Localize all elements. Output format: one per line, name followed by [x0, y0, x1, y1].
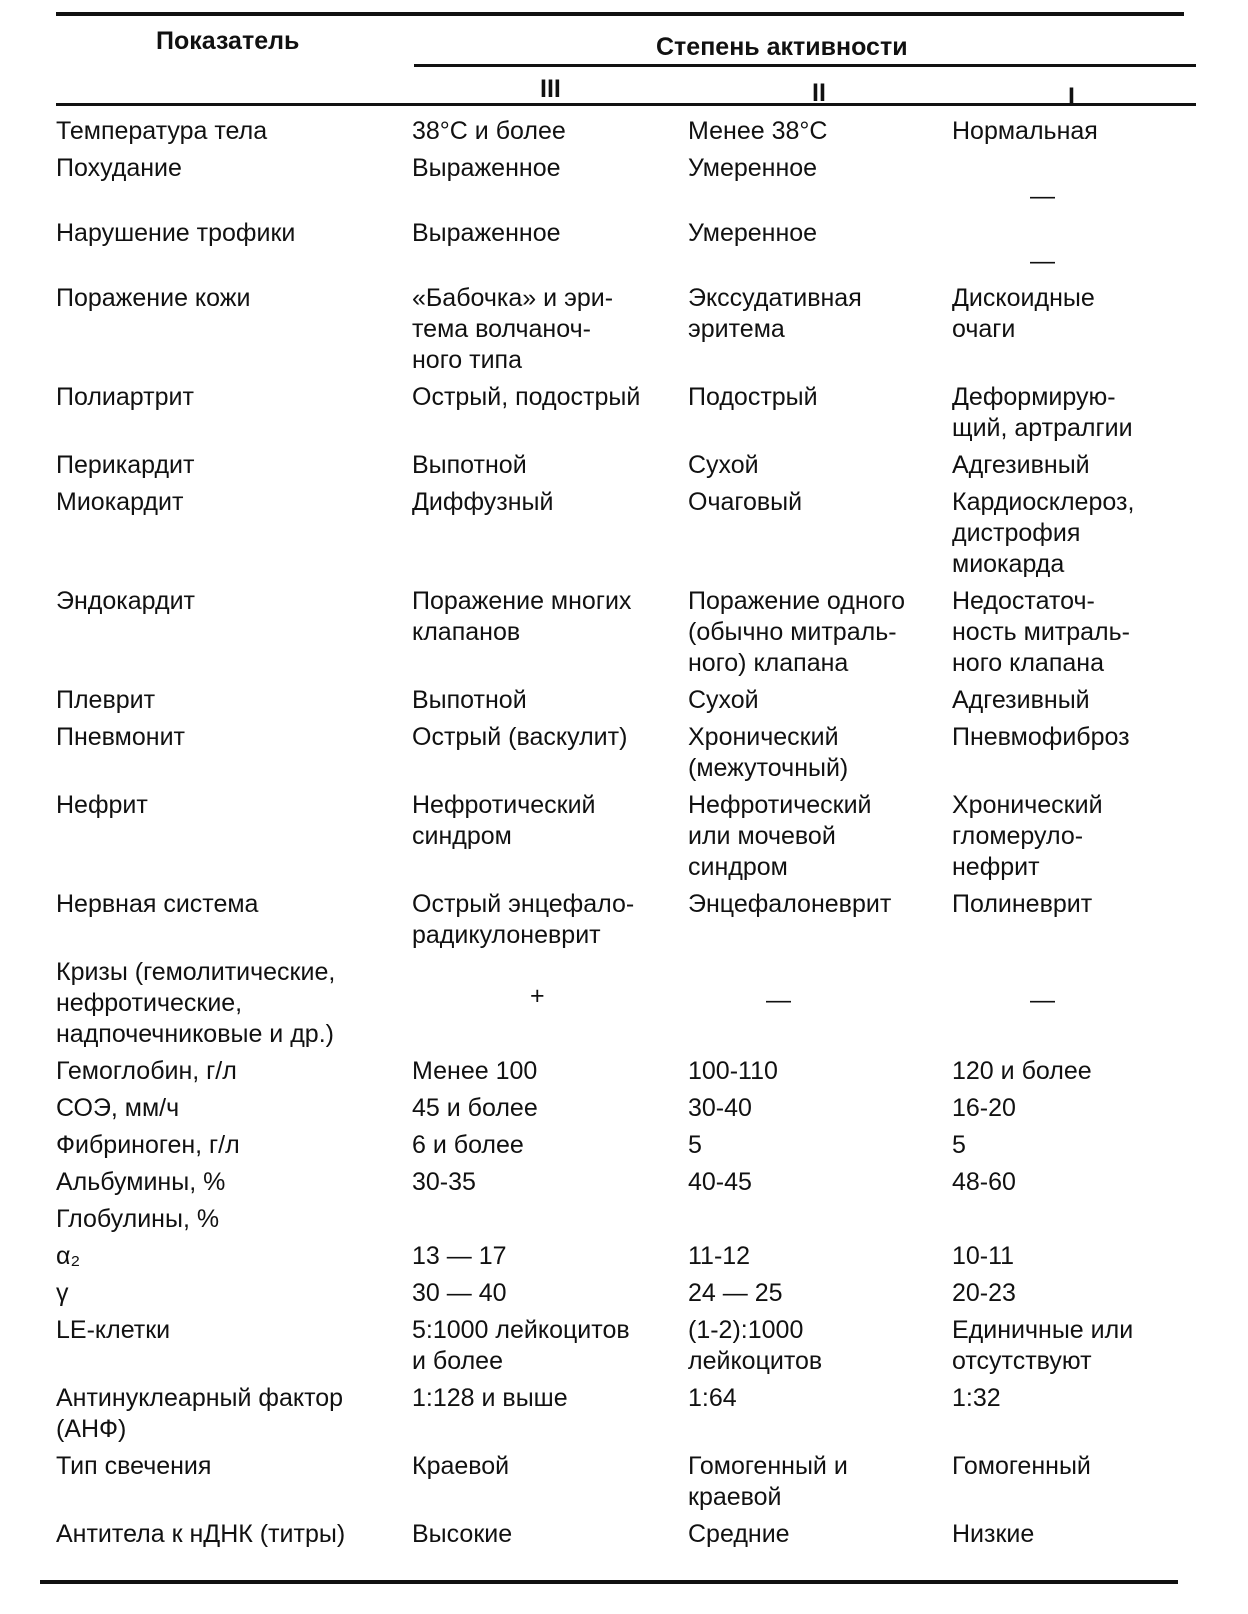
indicator-header: Показатель [156, 27, 300, 55]
degree-iii-cell [408, 281, 684, 380]
degree-ii-cell [684, 1517, 948, 1554]
degree-ii-cell [684, 1054, 948, 1091]
degree-ii-cell [684, 1128, 948, 1165]
degree-iii-cell-text: 30-35 [412, 1168, 476, 1196]
degree-i-cell [948, 380, 1212, 448]
indicator-cell [52, 1313, 408, 1381]
degree-iii-cell [408, 1054, 684, 1091]
table-row [52, 1202, 1212, 1239]
degree-i-cell [948, 683, 1212, 720]
degree-ii-cell [684, 683, 948, 720]
degree-i-cell [948, 448, 1212, 485]
bottom-rule [40, 1580, 1178, 1584]
table-row [52, 380, 1212, 448]
degree-iii-cell-text: 45 и более [412, 1094, 538, 1122]
table-row [52, 216, 1212, 281]
degree-ii-cell-text: Менее 38°С [688, 117, 828, 145]
degree-i-cell [948, 1381, 1212, 1449]
degree-i-cell-text: 48-60 [952, 1168, 1016, 1196]
top-rule [56, 12, 1184, 16]
indicator-cell [52, 114, 408, 151]
degree-iii-cell [408, 1165, 684, 1202]
degree-i-cell [948, 114, 1212, 151]
indicator-cell-text: Эндокардит [56, 587, 195, 615]
indicator-cell-text: Гемоглобин, г/л [56, 1057, 237, 1085]
indicator-cell-text: Тип свечения [56, 1452, 212, 1480]
degree-iii-cell [408, 1381, 684, 1449]
degree-ii-cell [684, 788, 948, 887]
indicator-cell-text: Температура тела [56, 117, 268, 145]
degree-i-cell [948, 216, 1212, 281]
degree-iii-cell [408, 1091, 684, 1128]
degree-iii-cell-text: 38°С и более [412, 117, 566, 145]
degree-ii-cell [684, 584, 948, 683]
activity-header: Степень активности [656, 33, 908, 61]
indicator-cell [52, 1449, 408, 1517]
degree-i-cell-text: — [1030, 986, 1055, 1014]
degree-iii-cell [408, 485, 684, 584]
indicator-cell [52, 955, 408, 1054]
degree-ii-cell-text: Средние [688, 1520, 790, 1548]
degree-ii-cell-text: (1-2):1000 лейкоцитов [688, 1316, 823, 1375]
table-row [52, 584, 1212, 683]
degree-iii-cell-text: Высокие [412, 1520, 513, 1548]
indicator-cell-text: Похудание [56, 154, 182, 182]
degree-ii-cell-text: 30-40 [688, 1094, 752, 1122]
table-row [52, 485, 1212, 584]
activity-table-body [52, 114, 1212, 1554]
degree-ii-cell [684, 281, 948, 380]
indicator-cell-text: Глобулины, % [56, 1205, 220, 1233]
table-row [52, 1239, 1212, 1276]
degree-iii-cell-text: Диффузный [412, 488, 554, 516]
degree-iii-cell-text: Выпотной [412, 686, 527, 714]
degree-ii-cell-text: Сухой [688, 686, 759, 714]
degree-ii-cell-text: 40-45 [688, 1168, 752, 1196]
degree-ii-cell-text: Хронический (межуточный) [688, 723, 849, 782]
degree-i-cell-text: 20-23 [952, 1279, 1016, 1307]
degree-iii-cell [408, 720, 684, 788]
indicator-cell [52, 1239, 408, 1276]
degree-i-cell-text: Единичные или отсутствуют [952, 1316, 1134, 1375]
indicator-cell [52, 1091, 408, 1128]
table-row [52, 281, 1212, 380]
degree-i-cell [948, 1517, 1212, 1554]
indicator-cell [52, 720, 408, 788]
degree-i-cell-text: Хронический гломеруло- нефрит [952, 791, 1103, 881]
indicator-cell-text: Нарушение трофики [56, 219, 296, 247]
indicator-cell-text: Антитела к нДНК (титры) [56, 1520, 346, 1548]
degree-i-cell-text: — [1030, 247, 1055, 275]
table-row [52, 720, 1212, 788]
degree-i-cell-text: Деформирую- щий, артралгии [952, 383, 1133, 442]
degree-iii-cell [408, 584, 684, 683]
degree-i-cell-text: Недостаточ- ность митраль- ного клапана [952, 587, 1130, 677]
table-row [52, 955, 1212, 1054]
degree-ii-cell-text: 100-110 [688, 1057, 778, 1085]
degree-ii-cell-text: Энцефалоневрит [688, 890, 892, 918]
degree-i-cell [948, 281, 1212, 380]
indicator-cell [52, 683, 408, 720]
indicator-cell [52, 216, 408, 281]
table-row [52, 1381, 1212, 1449]
degree-i-cell-text: 120 и более [952, 1057, 1092, 1085]
degree-ii-cell [684, 448, 948, 485]
degree-iii-cell [408, 1276, 684, 1313]
degree-iii-cell-text: 30 — 40 [412, 1279, 507, 1307]
indicator-cell-text: СОЭ, мм/ч [56, 1094, 180, 1122]
degree-ii-cell [684, 1239, 948, 1276]
degree-iii-cell-text: Острый (васкулит) [412, 723, 628, 751]
degree-iii-cell [408, 683, 684, 720]
degree-i-cell [948, 1165, 1212, 1202]
degree-ii-cell-text: Нефротический или мочевой синдром [688, 791, 872, 881]
degree-iii-cell-text: Острый энцефало- радикулоневрит [412, 890, 635, 949]
degree-i-cell-text: Адгезивный [952, 686, 1090, 714]
degree-iii-cell [408, 380, 684, 448]
degree-i-cell [948, 788, 1212, 887]
degree-iii-cell-text: Краевой [412, 1452, 510, 1480]
degree-i-cell [948, 1128, 1212, 1165]
indicator-cell [52, 151, 408, 216]
degree-iii-cell-text: Выраженное [412, 154, 561, 182]
degree-ii-cell [684, 1091, 948, 1128]
degree-iii-cell-text: + [530, 982, 545, 1010]
indicator-cell-text: α₂ [56, 1242, 81, 1270]
degree-ii-cell [684, 380, 948, 448]
table-row [52, 114, 1212, 151]
header-bottom-rule [56, 103, 1196, 106]
indicator-cell [52, 1202, 408, 1239]
indicator-cell [52, 1054, 408, 1091]
degree-iii-cell [408, 448, 684, 485]
degree-ii-cell [684, 1165, 948, 1202]
degree-ii-cell-text: Экссудативная эритема [688, 284, 862, 343]
indicator-cell-text: Перикардит [56, 451, 195, 479]
degree-i-cell-text: Адгезивный [952, 451, 1090, 479]
degree-iii-cell [408, 1202, 684, 1239]
indicator-cell [52, 887, 408, 955]
degree-iii-cell [408, 1449, 684, 1517]
degree-iii-cell [408, 216, 684, 281]
degree-i-cell-text: Дискоидные очаги [952, 284, 1095, 343]
indicator-cell [52, 380, 408, 448]
degree-i-cell [948, 1091, 1212, 1128]
degree-i-cell-text: 5 [952, 1131, 966, 1159]
degree-i-cell [948, 1054, 1212, 1091]
activity-rule [414, 64, 1196, 67]
indicator-cell-text: Пневмонит [56, 723, 185, 751]
degree-iii-cell [408, 955, 684, 1054]
degree-iii-cell-text: Выпотной [412, 451, 527, 479]
degree-ii-cell-text: 1:64 [688, 1384, 737, 1412]
table-row [52, 448, 1212, 485]
indicator-cell [52, 281, 408, 380]
table-row [52, 683, 1212, 720]
degree-iii-header: III [540, 75, 561, 103]
degree-ii-cell-text: Сухой [688, 451, 759, 479]
degree-ii-cell [684, 151, 948, 216]
indicator-cell-text: γ [56, 1279, 69, 1307]
table-row [52, 1276, 1212, 1313]
degree-iii-cell-text: 5:1000 лейкоцитов и более [412, 1316, 630, 1375]
degree-ii-cell [684, 720, 948, 788]
degree-iii-cell-text: 6 и более [412, 1131, 524, 1159]
degree-ii-cell-text: Очаговый [688, 488, 803, 516]
degree-ii-cell [684, 1449, 948, 1517]
degree-ii-cell [684, 1202, 948, 1239]
table-row [52, 887, 1212, 955]
degree-i-cell [948, 1239, 1212, 1276]
indicator-cell [52, 1165, 408, 1202]
degree-ii-cell-text: Поражение одного (обычно митраль- ного) клапана [688, 587, 906, 677]
degree-i-cell [948, 1449, 1212, 1517]
degree-i-cell-text: Гомогенный [952, 1452, 1091, 1480]
degree-ii-cell [684, 1313, 948, 1381]
indicator-cell-text: Нервная система [56, 890, 259, 918]
indicator-cell [52, 1517, 408, 1554]
indicator-cell-text: Полиартрит [56, 383, 194, 411]
degree-ii-cell [684, 114, 948, 151]
degree-iii-cell-text: Менее 100 [412, 1057, 538, 1085]
degree-i-cell [948, 955, 1212, 1054]
table-row [52, 1054, 1212, 1091]
degree-i-cell-text: Низкие [952, 1520, 1035, 1548]
degree-iii-cell-text: 13 — 17 [412, 1242, 507, 1270]
degree-ii-cell-text: 24 — 25 [688, 1279, 783, 1307]
degree-i-cell-text: Полиневрит [952, 890, 1093, 918]
degree-iii-cell-text: Нефротический синдром [412, 791, 596, 850]
indicator-cell [52, 448, 408, 485]
indicator-cell-text: Поражение кожи [56, 284, 251, 312]
indicator-cell-text: Альбумины, % [56, 1168, 226, 1196]
degree-ii-cell-text: — [766, 986, 791, 1014]
indicator-cell [52, 1381, 408, 1449]
degree-iii-cell [408, 1128, 684, 1165]
degree-iii-cell-text: «Бабочка» и эри- тема волчаноч- ного типа [412, 284, 614, 374]
table-row [52, 1165, 1212, 1202]
degree-i-header: I [1068, 83, 1075, 111]
degree-ii-cell [684, 955, 948, 1054]
degree-iii-cell [408, 1517, 684, 1554]
degree-i-cell [948, 151, 1212, 216]
degree-ii-cell [684, 1276, 948, 1313]
indicator-cell-text: Плеврит [56, 686, 156, 714]
table-row [52, 1091, 1212, 1128]
degree-i-cell-text: Кардиосклероз, дистрофия миокарда [952, 488, 1135, 578]
indicator-cell-text: Нефрит [56, 791, 148, 819]
degree-i-cell-text: 1:32 [952, 1384, 1001, 1412]
indicator-cell [52, 1128, 408, 1165]
indicator-cell [52, 788, 408, 887]
indicator-cell-text: Миокардит [56, 488, 184, 516]
degree-iii-cell [408, 1239, 684, 1276]
degree-iii-cell [408, 887, 684, 955]
indicator-cell-text: Фибриноген, г/л [56, 1131, 240, 1159]
degree-ii-cell [684, 1381, 948, 1449]
degree-iii-cell-text: Поражение многих клапанов [412, 587, 632, 646]
degree-ii-cell-text: 11-12 [688, 1242, 751, 1270]
indicator-cell-text: Кризы (гемолитические, нефротические, надпочечниковые и др.) [56, 958, 336, 1048]
degree-ii-header: II [812, 79, 826, 107]
degree-iii-cell-text: Выраженное [412, 219, 561, 247]
table-row [52, 1449, 1212, 1517]
degree-iii-cell-text: 1:128 и выше [412, 1384, 568, 1412]
degree-ii-cell [684, 216, 948, 281]
indicator-cell [52, 1276, 408, 1313]
degree-ii-cell-text: Подострый [688, 383, 818, 411]
degree-iii-cell [408, 114, 684, 151]
degree-ii-cell [684, 485, 948, 584]
degree-i-cell [948, 1276, 1212, 1313]
degree-i-cell [948, 485, 1212, 584]
degree-i-cell-text: — [1030, 182, 1055, 210]
degree-iii-cell-text: Острый, подострый [412, 383, 641, 411]
degree-iii-cell [408, 788, 684, 887]
indicator-cell-text: LE-клетки [56, 1316, 171, 1344]
degree-ii-cell-text: Гомогенный и краевой [688, 1452, 848, 1511]
table-row [52, 1128, 1212, 1165]
degree-i-cell-text: Нормальная [952, 117, 1098, 145]
degree-i-cell [948, 1313, 1212, 1381]
degree-ii-cell-text: 5 [688, 1131, 702, 1159]
degree-i-cell-text: 16-20 [952, 1094, 1016, 1122]
table-row [52, 151, 1212, 216]
degree-i-cell-text: 10-11 [952, 1242, 1015, 1270]
degree-i-cell [948, 584, 1212, 683]
degree-i-cell [948, 720, 1212, 788]
indicator-cell-text: Антинуклеарный фактор (АНФ) [56, 1384, 344, 1443]
table-row [52, 1313, 1212, 1381]
degree-iii-cell [408, 1313, 684, 1381]
indicator-cell [52, 584, 408, 683]
table-row [52, 1517, 1212, 1554]
degree-i-cell [948, 887, 1212, 955]
degree-ii-cell-text: Умеренное [688, 154, 818, 182]
indicator-cell [52, 485, 408, 584]
degree-ii-cell-text: Умеренное [688, 219, 818, 247]
degree-iii-cell [408, 151, 684, 216]
activity-table [52, 114, 1212, 1554]
table-row [52, 788, 1212, 887]
degree-ii-cell [684, 887, 948, 955]
degree-i-cell [948, 1202, 1212, 1239]
degree-i-cell-text: Пневмофиброз [952, 723, 1130, 751]
